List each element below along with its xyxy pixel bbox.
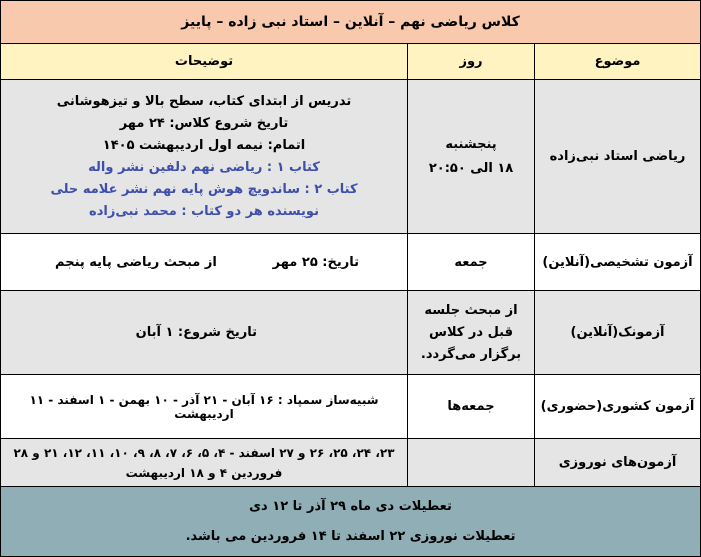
day-national-exam: جمعه‌ها	[407, 375, 534, 438]
desc-line: تدریس از ابتدای کتاب، سطح بالا و تیزهوشانی	[56, 93, 352, 109]
header-row	[1, 44, 700, 80]
day-line: ۱۸ الی ۲۰:۵۰	[428, 160, 514, 176]
book-line: کتاب ۲ : ساندویچ هوش پایه نهم نشر علامه حلی	[50, 181, 358, 197]
day-quiz	[407, 291, 534, 374]
day-diagnostic-exam: جمعه	[407, 234, 534, 290]
desc-diagnostic-exam	[1, 234, 407, 290]
topic-nowruz-exams: آزمون‌های نوروزی	[534, 439, 700, 486]
day-nowruz-exams	[407, 439, 534, 486]
header-topic: موضوع	[534, 44, 700, 79]
topic-math-class: ریاضی استاد نبی‌زاده	[534, 80, 700, 233]
table-title: کلاس ریاضی نهم – آنلاین – استاد نبی زاده – پاییز	[181, 14, 520, 30]
table-row-quiz	[1, 291, 700, 375]
title-row	[1, 1, 700, 44]
exam-subject: از مبحث ریاضی پایه پنجم	[55, 254, 217, 270]
desc-line: ۲۳، ۲۴، ۲۵، ۲۶ و ۲۷ اسفند - ۴، ۵، ۶، ۷، ۸، ۹، ۱۰، ۱۱، ۱۲، ۲۱ و ۲۸	[13, 445, 395, 460]
desc-line: فروردین ۴ و ۱۸ اردیبهشت	[125, 465, 283, 480]
footer-row	[1, 487, 700, 556]
desc-nowruz-exams	[1, 439, 407, 486]
book-line: کتاب ۱ : ریاضی نهم دلفین نشر واله	[88, 159, 320, 175]
desc-math-class	[1, 80, 407, 233]
holiday-note: تعطیلات دی ماه ۲۹ آذر تا ۱۲ دی	[249, 498, 452, 514]
topic-quiz: آزمونک(آنلاین)	[534, 291, 700, 374]
footer-notes	[1, 487, 700, 556]
day-line: از مبحث جلسه	[424, 302, 518, 318]
day-line: پنجشنبه	[445, 136, 497, 152]
desc-line: تاریخ شروع کلاس: ۲۴ مهر	[119, 115, 289, 131]
day-line: برگزار می‌گردد.	[420, 346, 522, 362]
table-row-national-exam	[1, 375, 700, 439]
topic-diagnostic-exam: آزمون تشخیصی(آنلاین)	[534, 234, 700, 290]
author-line: نویسنده هر دو کتاب : محمد نبی‌زاده	[89, 203, 319, 219]
table-row-diagnostic-exam	[1, 234, 700, 291]
day-math-class	[407, 80, 534, 233]
day-line: قبل در کلاس	[429, 324, 513, 340]
table-row-nowruz-exams	[1, 439, 700, 487]
holiday-note: تعطیلات نوروزی ۲۲ اسفند تا ۱۴ فروردین می باشد.	[185, 528, 516, 544]
desc-quiz: تاریخ شروع: ۱ آبان	[135, 325, 257, 340]
header-day: روز	[407, 44, 534, 79]
desc-line: اتمام: نیمه اول اردیبهشت ۱۴۰۵	[102, 137, 306, 153]
exam-date: تاریخ: ۲۵ مهر	[272, 254, 359, 270]
table-row-math-class	[1, 80, 700, 234]
topic-national-exam: آزمون کشوری(حضوری)	[534, 375, 700, 438]
desc-national-exam: شبیه‌ساز سمپاد : ۱۶ آبان - ۲۱ آذر - ۱۰ بهمن - ۱ اسفند - ۱۱ اردیبهشت	[29, 392, 379, 421]
header-desc: توضیحات	[174, 54, 234, 69]
